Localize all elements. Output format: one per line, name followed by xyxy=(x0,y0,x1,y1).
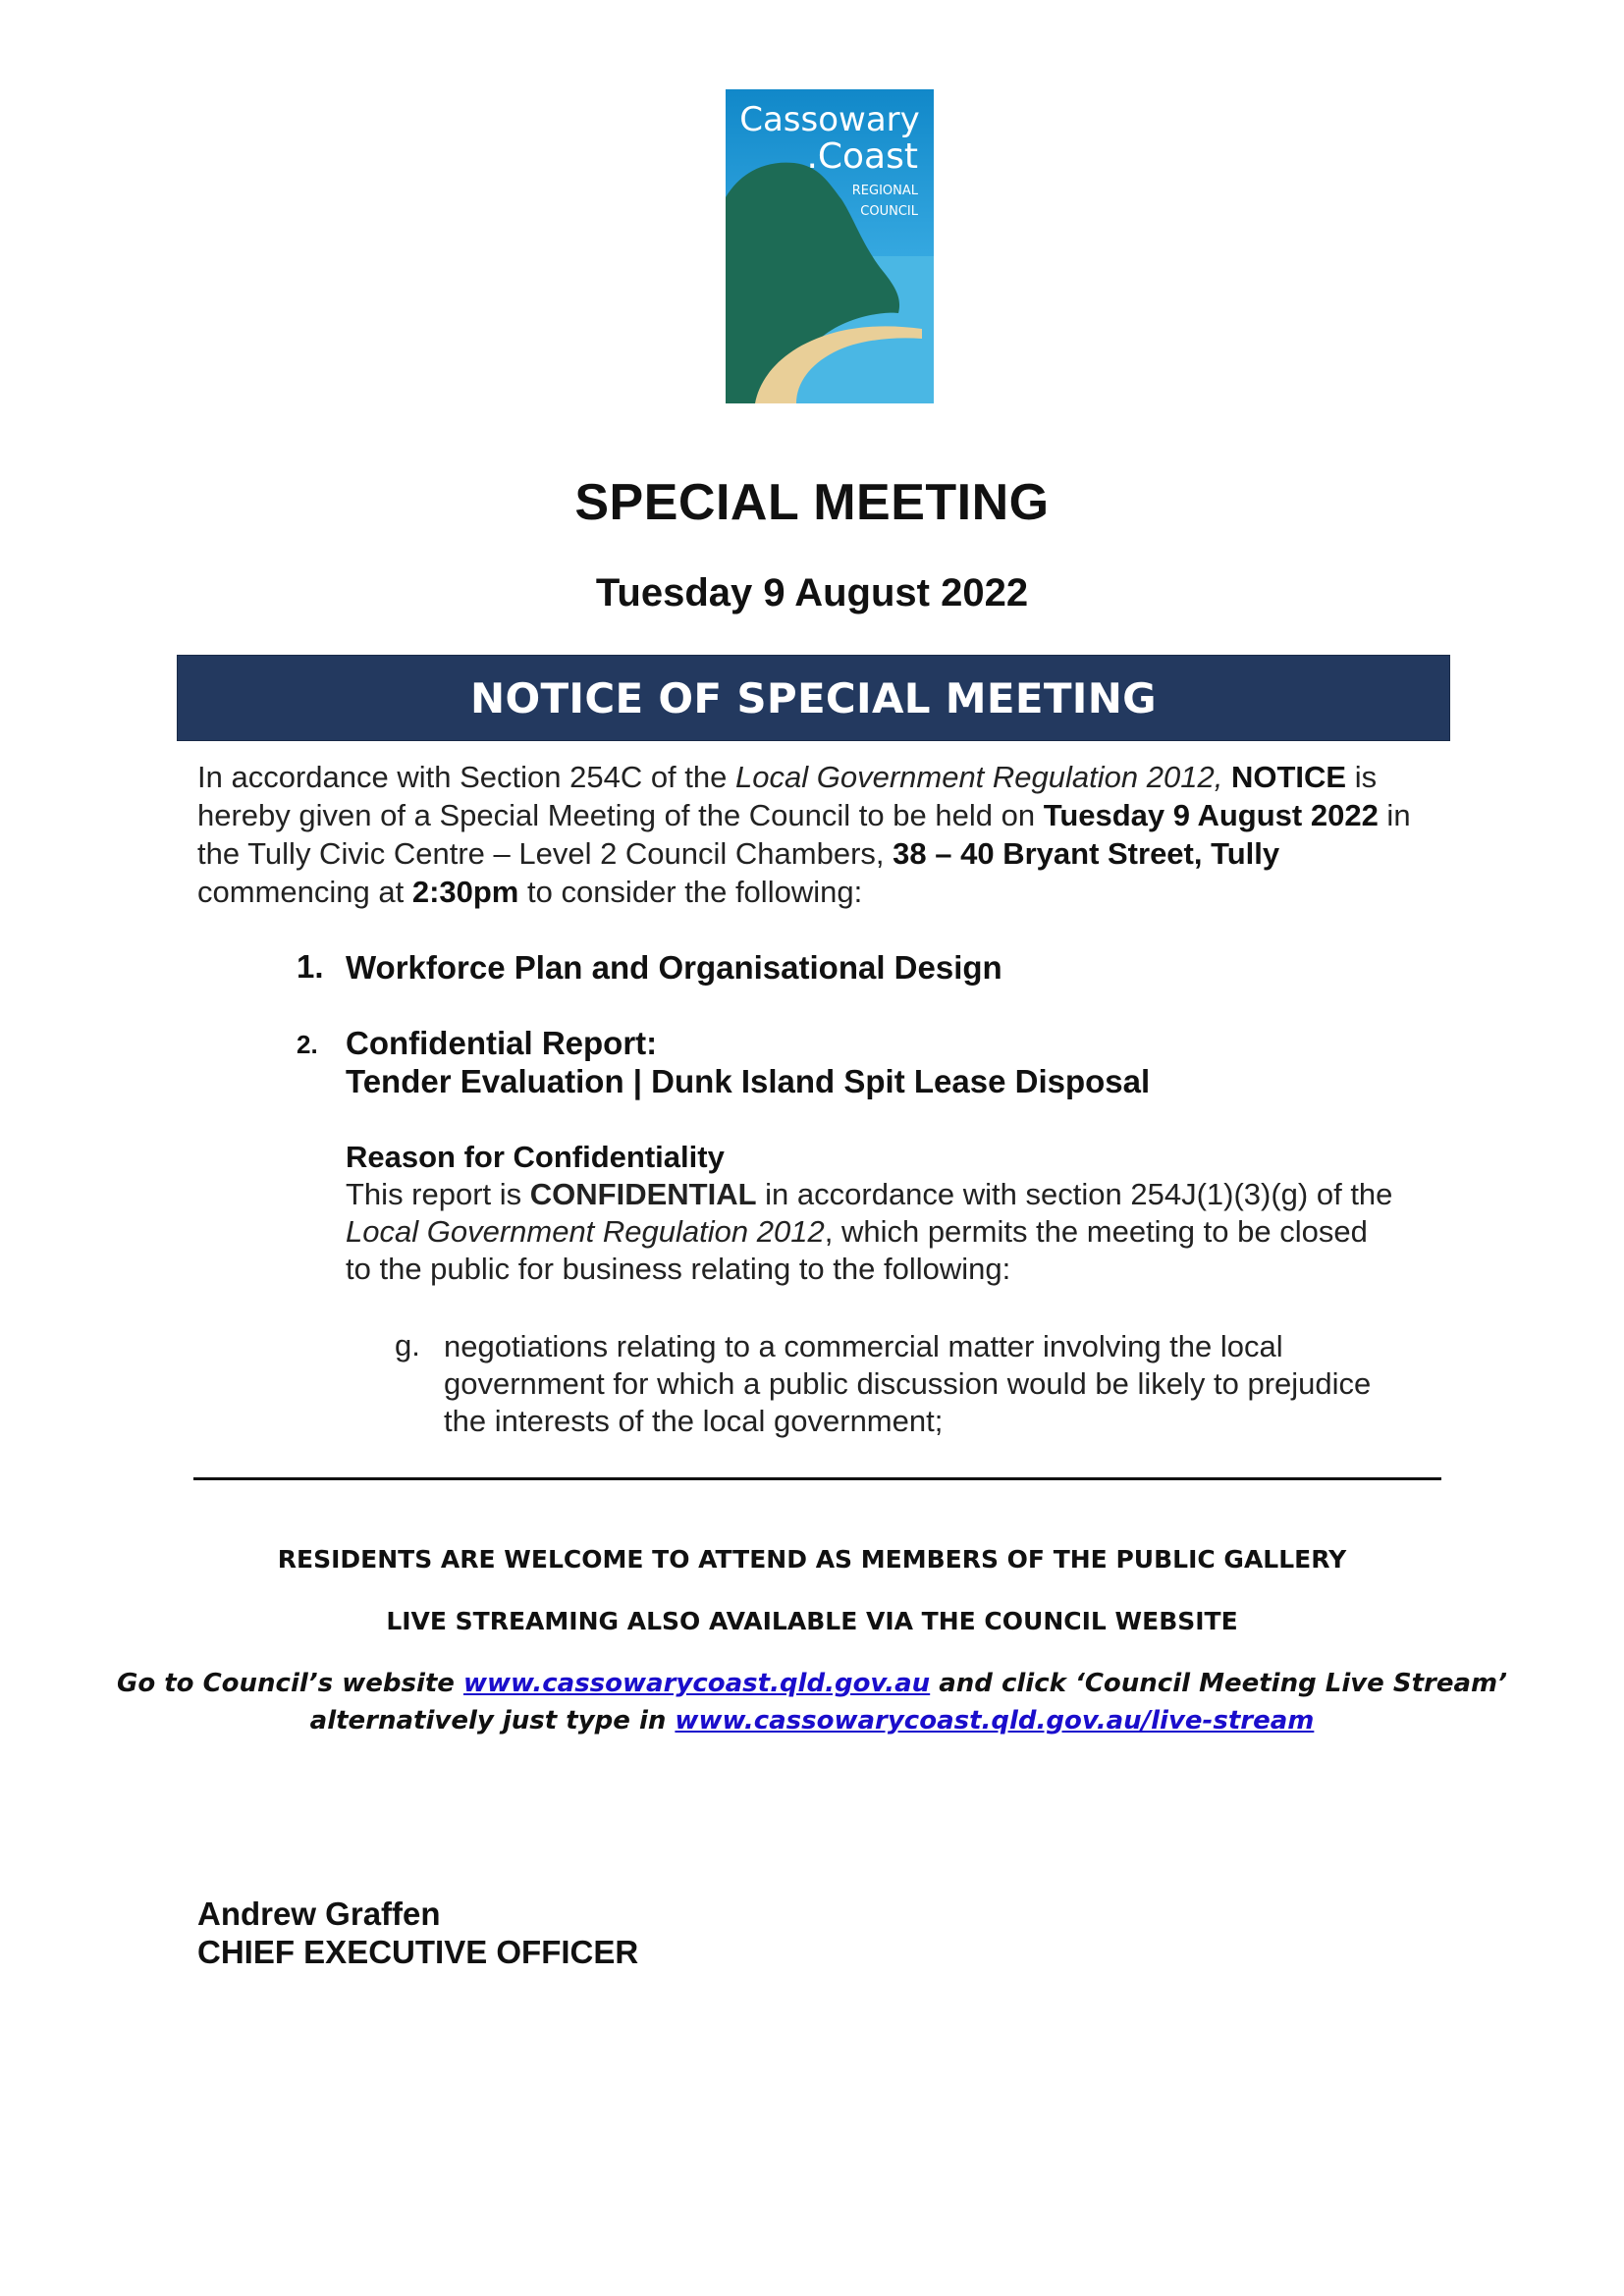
public-gallery-note: RESIDENTS ARE WELCOME TO ATTEND AS MEMBERS OF THE PUBLIC GALLERY xyxy=(277,1545,1347,1574)
intro-time: 2:30pm xyxy=(411,875,519,909)
signatory-name: Andrew Graffen xyxy=(197,1896,441,1932)
live-stream-note: LIVE STREAMING ALSO AVAILABLE VIA THE COUNCIL WEBSITE xyxy=(386,1607,1238,1635)
website-text-1: Go to Council’s website xyxy=(117,1669,463,1698)
agenda-item-title: Confidential Report: xyxy=(346,1025,658,1061)
meeting-date: Tuesday 9 August 2022 xyxy=(595,571,1029,614)
council-website-link[interactable]: www.cassowarycoast.qld.gov.au xyxy=(462,1669,931,1698)
notice-banner xyxy=(177,655,1450,741)
intro-text-1: In accordance with Section 254C of the xyxy=(197,760,735,794)
intro-regulation: Local Government Regulation 2012, xyxy=(735,760,1223,794)
intro-text-4: in the Tully Civic Centre – Level 2 Council Chambers, xyxy=(197,798,1411,871)
reason-list-letter: g. xyxy=(395,1328,420,1362)
reason-regulation: Local Government Regulation 2012 xyxy=(346,1214,825,1249)
signatory-role: CHIEF EXECUTIVE OFFICER xyxy=(197,1934,639,1970)
logo-line1: Cassowary xyxy=(739,100,920,139)
live-stream-link[interactable]: www.cassowarycoast.qld.gov.au/live-stream xyxy=(675,1706,1315,1735)
logo-line4: COUNCIL xyxy=(860,204,918,219)
notice-banner-text: NOTICE OF SPECIAL MEETING xyxy=(470,673,1157,722)
reason-heading: Reason for Confidentiality xyxy=(346,1140,725,1174)
live-stream-text: alternatively just type in xyxy=(309,1706,676,1735)
agenda-item-number: 2. xyxy=(297,1030,318,1059)
agenda-item-number: 1. xyxy=(297,948,324,985)
logo-line2: .Coast xyxy=(806,136,918,177)
website-text-2: and click ‘Council Meeting Live Stream’ xyxy=(930,1669,1507,1698)
council-logo xyxy=(726,89,934,403)
page-title: SPECIAL MEETING xyxy=(574,474,1050,531)
reason-confidential: CONFIDENTIAL xyxy=(529,1177,757,1211)
reason-text-3: , which permits the meeting to be closed to the public for business relating to the following: xyxy=(346,1214,1368,1286)
intro-paragraph xyxy=(197,758,1449,911)
intro-where: 38 – 40 Bryant Street, Tully xyxy=(893,836,1280,871)
intro-text-2 xyxy=(1222,760,1231,794)
reason-list-item: negotiations relating to a commercial matter involving the local government for which a public discussion would be likely to prejudice the interests of the local government; xyxy=(444,1329,1372,1438)
intro-text-6: to consider the following: xyxy=(518,875,863,909)
divider xyxy=(193,1477,1441,1480)
agenda-item-subtitle: Tender Evaluation | Dunk Island Spit Lease Disposal xyxy=(346,1063,1151,1099)
intro-text-5: commencing at xyxy=(197,875,412,909)
intro-when: Tuesday 9 August 2022 xyxy=(1043,798,1379,832)
agenda-item-title: Workforce Plan and Organisational Design xyxy=(346,949,1002,986)
reason-text-2: in accordance with section 254J(1)(3)(g) of the xyxy=(756,1177,1393,1211)
logo-line3: REGIONAL xyxy=(851,184,918,198)
live-stream-instructions xyxy=(0,1702,1624,1739)
confidentiality-reason xyxy=(346,1139,1396,1288)
website-instructions xyxy=(0,1665,1624,1702)
intro-notice: NOTICE xyxy=(1230,760,1347,794)
intro-text-3: is hereby given of a Special Meeting of the Council to be held on xyxy=(197,760,1378,832)
reason-text-1: This report is xyxy=(346,1177,530,1211)
